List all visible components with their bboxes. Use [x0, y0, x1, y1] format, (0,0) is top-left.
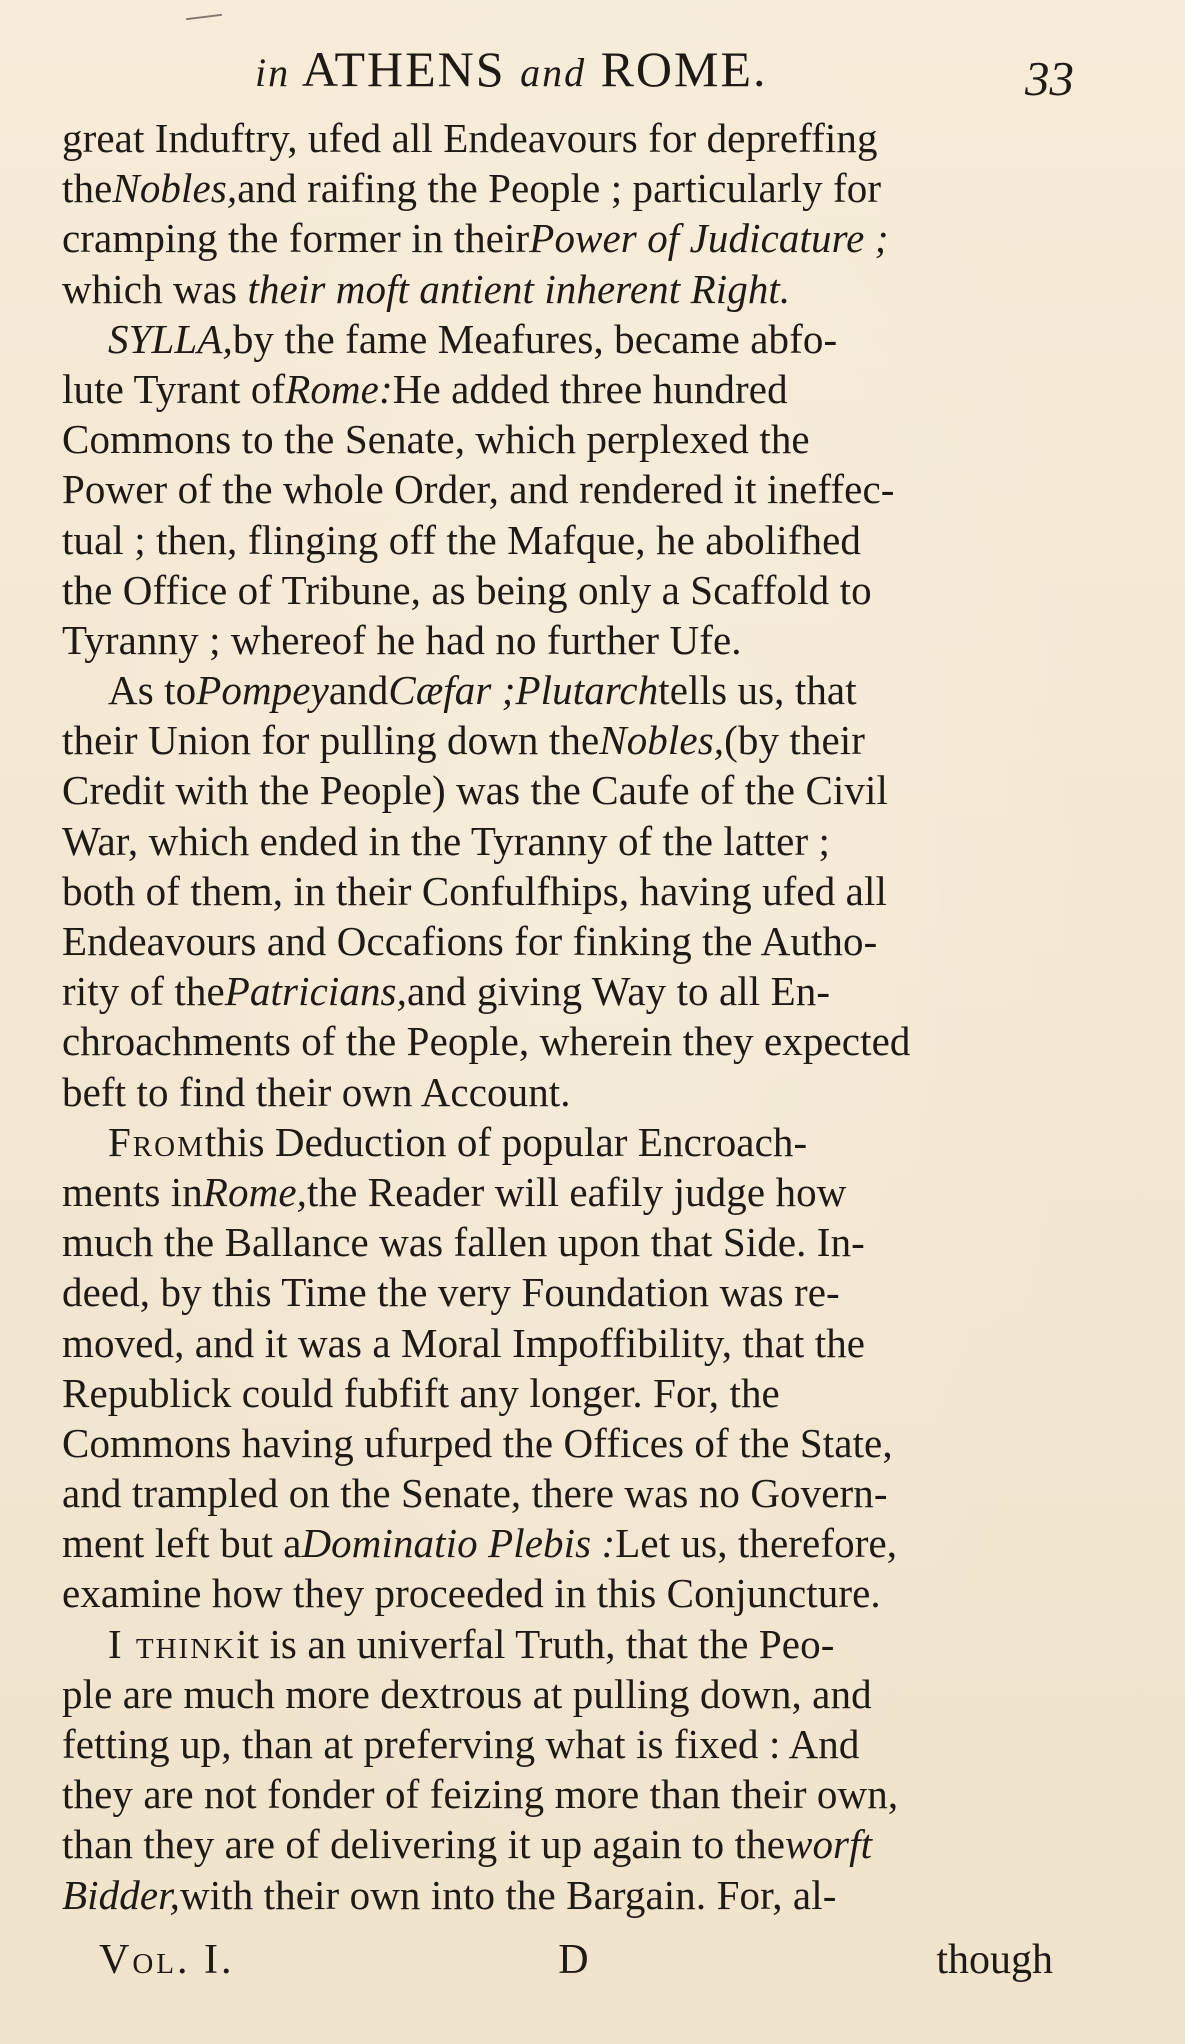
line-text: chroachments of the People, wherein they expected — [62, 1018, 911, 1065]
line-text: both of them, in their Confulfhips, having ufed all — [62, 867, 887, 914]
line-run: their Union for pulling down theNobles,(by their — [62, 717, 866, 764]
text-line — [62, 615, 1078, 665]
line-text: Republick could fubfift any longer. For, the — [62, 1369, 780, 1416]
text-line — [62, 1318, 1078, 1368]
text-line — [62, 1067, 1078, 1117]
body-text — [62, 113, 1078, 1920]
line-run: theNobles,and raifing the People ; particularly for — [62, 165, 882, 212]
line-run: As toPompeyandCæfar ;Plutarchtells us, that — [108, 667, 857, 714]
line-text: the Office of Tribune, as being only a Scaffold to — [62, 566, 872, 613]
line-run: I thinkit is an univerfal Truth, that the Peo- — [108, 1620, 835, 1667]
text-line — [62, 1669, 1078, 1719]
header-place-rome: ROME. — [600, 41, 768, 97]
line-text: they are not fonder of feizing more than their own, — [62, 1771, 899, 1818]
text-line — [62, 866, 1078, 916]
text-line — [62, 1719, 1078, 1769]
text-line — [62, 264, 1078, 314]
text-line — [62, 1368, 1078, 1418]
text-line — [62, 515, 1078, 565]
line-text: deed, by this Time the very Foundation was re- — [62, 1269, 840, 1316]
line-text: much the Ballance was fallen upon that Side. In- — [62, 1219, 865, 1266]
header-joiner: and — [520, 50, 587, 95]
page-number: 33 — [1025, 51, 1074, 106]
line-text: Tyranny ; whereof he had no further Ufe. — [62, 616, 742, 663]
line-text: great Induftry, ufed all Endeavours for depreffing — [62, 115, 878, 161]
text-line — [62, 966, 1078, 1016]
line-run: than they are of delivering it up again to theworft — [62, 1821, 873, 1868]
signature-mark: D — [558, 1937, 589, 1983]
top-rule — [186, 14, 222, 20]
page-footer — [99, 1939, 1053, 1981]
line-run: ments inRome,the Reader will eafily judge how — [62, 1168, 847, 1215]
paragraph-first-line — [62, 665, 1078, 715]
line-text: and trampled on the Senate, there was no Govern- — [62, 1470, 888, 1517]
line-text: ple are much more dextrous at pulling down, and — [62, 1670, 872, 1717]
line-text: which was — [62, 265, 248, 312]
text-line — [62, 565, 1078, 615]
line-text: Endeavours and Occafions for finking the Autho- — [62, 918, 878, 964]
italic-phrase: their moft antient inherent Right. — [247, 265, 791, 312]
line-run: Fromthis Deduction of popular Encroach- — [108, 1118, 808, 1165]
line-text: fetting up, than at preferving what is fixed : And — [62, 1721, 860, 1767]
text-line — [62, 1769, 1078, 1819]
text-line — [62, 464, 1078, 514]
text-line — [62, 715, 1078, 765]
paragraph-first-line — [62, 1619, 1078, 1669]
text-line — [62, 213, 1078, 263]
text-line — [62, 1267, 1078, 1317]
volume-label: Vol. I. — [99, 1937, 235, 1983]
line-run: SYLLA,by the fame Meafures, became abfo- — [108, 315, 838, 362]
text-line — [62, 1468, 1078, 1518]
text-line — [62, 916, 1078, 966]
line-text: Commons having ufurped the Offices of the State, — [62, 1419, 893, 1466]
text-line — [62, 113, 1078, 163]
line-run: Bidder,with their own into the Bargain. For, al- — [62, 1871, 837, 1918]
text-line — [62, 765, 1078, 815]
line-text: Credit with the People) was the Caufe of the Civil — [62, 767, 888, 814]
text-line — [62, 816, 1078, 866]
line-run: cramping the former in theirPower of Judicature ; — [62, 215, 889, 262]
paragraph-first-line — [62, 1117, 1078, 1167]
line-run: ment left but aDominatio Plebis :Let us, therefore, — [62, 1520, 898, 1567]
text-line — [62, 1217, 1078, 1267]
text-line — [62, 1819, 1078, 1869]
line-text: examine how they proceeded in this Conjuncture. — [62, 1570, 881, 1617]
text-line — [62, 414, 1078, 464]
paragraph-first-line — [62, 314, 1078, 364]
text-line — [62, 1568, 1078, 1618]
text-line — [62, 1418, 1078, 1468]
line-run: rity of thePatricians,and giving Way to all En- — [62, 968, 831, 1015]
text-line — [62, 1016, 1078, 1066]
catchword: though — [936, 1937, 1053, 1983]
line-text: moved, and it was a Moral Impoffibility, that the — [62, 1319, 866, 1366]
line-text: tual ; then, flinging off the Mafque, he abolifhed — [62, 516, 861, 563]
text-line — [62, 163, 1078, 213]
text-line — [62, 1870, 1078, 1920]
header-place-athens: ATHENS — [301, 41, 506, 97]
header-prefix: in — [255, 50, 291, 95]
line-text: War, which ended in the Tyranny of the latter ; — [62, 817, 831, 864]
text-line — [62, 1518, 1078, 1568]
running-head — [255, 41, 768, 97]
line-text: Power of the whole Order, and rendered it ineffec- — [62, 466, 895, 513]
line-run: lute Tyrant ofRome:He added three hundred — [62, 365, 788, 412]
text-line — [62, 1167, 1078, 1217]
text-line — [62, 364, 1078, 414]
line-text: Commons to the Senate, which perplexed the — [62, 416, 810, 463]
line-text: beft to find their own Account. — [62, 1068, 571, 1115]
